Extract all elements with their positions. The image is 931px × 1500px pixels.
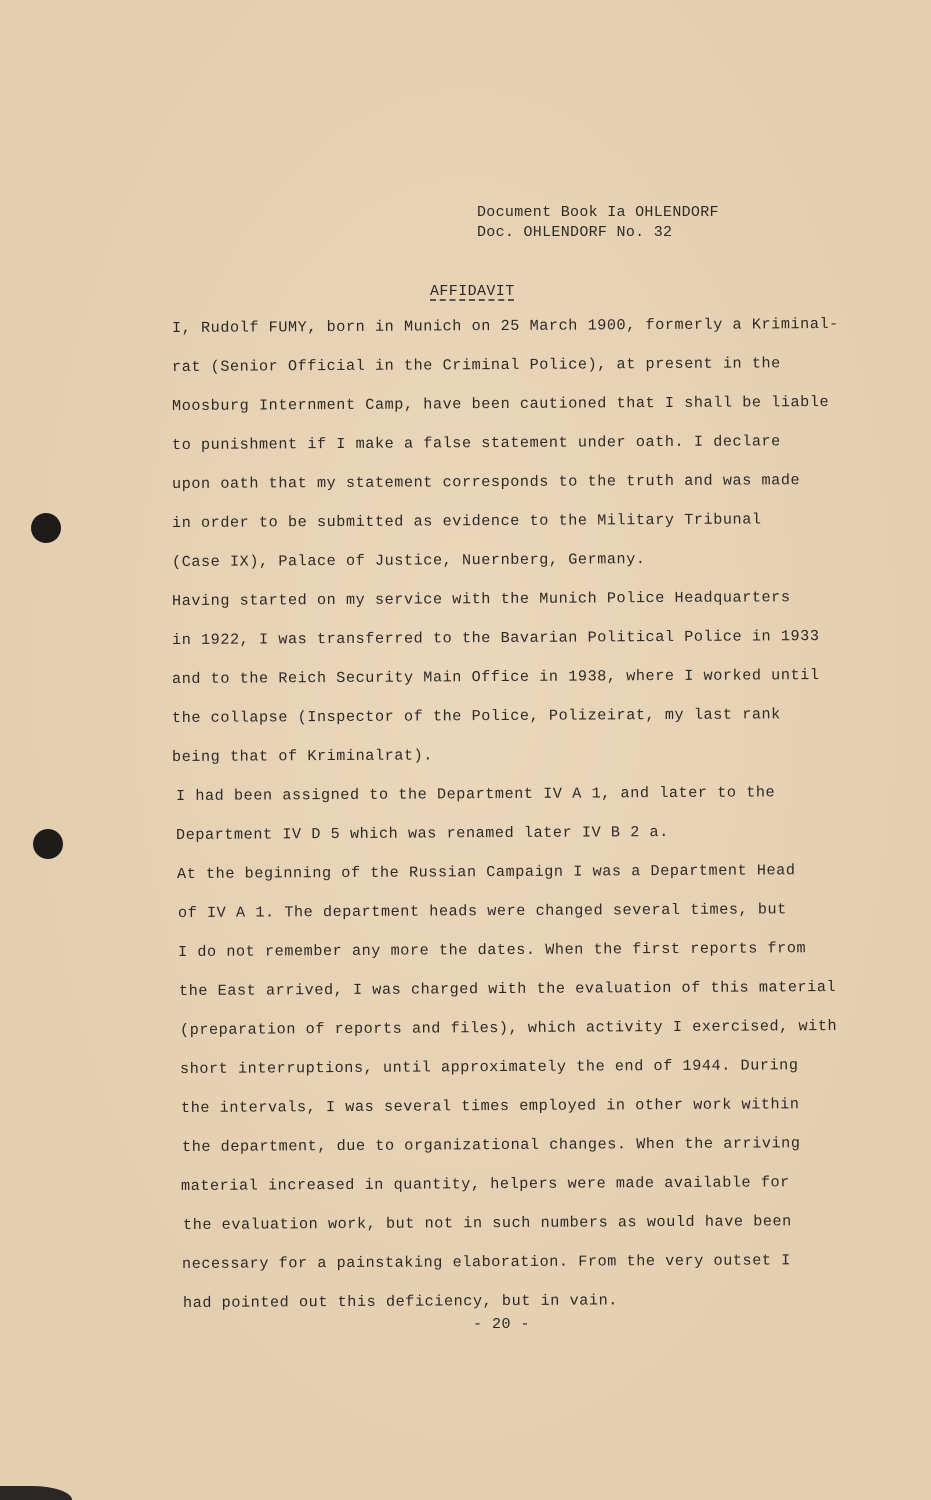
- body-line: and to the Reich Security Main Office in 1938, where I worked until: [171, 666, 820, 688]
- body-line: in 1922, I was transferred to the Bavarian Political Police in 1933: [171, 627, 820, 649]
- document-book-label: Document Book Ia OHLENDORF: [477, 204, 719, 221]
- body-line: upon oath that my statement corresponds to the truth and was made: [171, 471, 801, 493]
- body-line: rat (Senior Official in the Criminal Police), at present in the: [171, 354, 781, 376]
- body-line: (preparation of reports and files), which activity I exercised, with: [179, 1016, 838, 1039]
- body-line: material increased in quantity, helpers were made available for: [180, 1173, 790, 1195]
- body-line: (Case IX), Palace of Justice, Nuernberg, Germany.: [171, 550, 646, 571]
- body-line: I had been assigned to the Department IV A 1, and later to the: [175, 783, 776, 805]
- body-line: had pointed out this deficiency, but in vain.: [182, 1291, 618, 1312]
- body-line: necessary for a painstaking elaboration. From the very outset I: [181, 1251, 791, 1273]
- corner-shadow: [0, 1486, 72, 1500]
- document-reference: [477, 203, 719, 243]
- body-line: At the beginning of the Russian Campaign I was a Department Head: [176, 861, 796, 883]
- body-line: Having started on my service with the Munich Police Headquarters: [171, 588, 791, 610]
- page-number: - 20 -: [473, 1316, 531, 1333]
- body-line: I, Rudolf FUMY, born in Munich on 25 March 1900, formerly a Kriminal-: [171, 314, 839, 337]
- document-number-label: Doc. OHLENDORF No. 32: [477, 224, 673, 241]
- body-line: the East arrived, I was charged with the evaluation of this material: [178, 977, 837, 1000]
- body-line: the collapse (Inspector of the Police, Polizeirat, my last rank: [171, 705, 781, 727]
- body-line: I do not remember any more the dates. When the first reports from: [177, 939, 807, 961]
- body-line: short interruptions, until approximately the end of 1944. During: [179, 1056, 799, 1078]
- document-title: AFFIDAVIT: [430, 283, 515, 300]
- body-line: in order to be submitted as evidence to the Military Tribunal: [171, 510, 762, 532]
- punch-hole: [31, 513, 61, 543]
- body-line: being that of Kriminalrat).: [171, 746, 433, 766]
- body-line: the intervals, I was several times employed in other work within: [180, 1095, 800, 1117]
- body-line: the department, due to organizational changes. When the arriving: [181, 1134, 801, 1156]
- body-line: to punishment if I make a false statement under oath. I declare: [171, 432, 781, 454]
- body-line: Moosburg Internment Camp, have been cautioned that I shall be liable: [171, 392, 830, 415]
- punch-hole: [33, 829, 63, 859]
- body-line: the evaluation work, but not in such numbers as would have been: [182, 1212, 792, 1234]
- body-line: of IV A 1. The department heads were changed several times, but: [177, 900, 787, 922]
- body-line: Department IV D 5 which was renamed later IV B 2 a.: [175, 822, 669, 844]
